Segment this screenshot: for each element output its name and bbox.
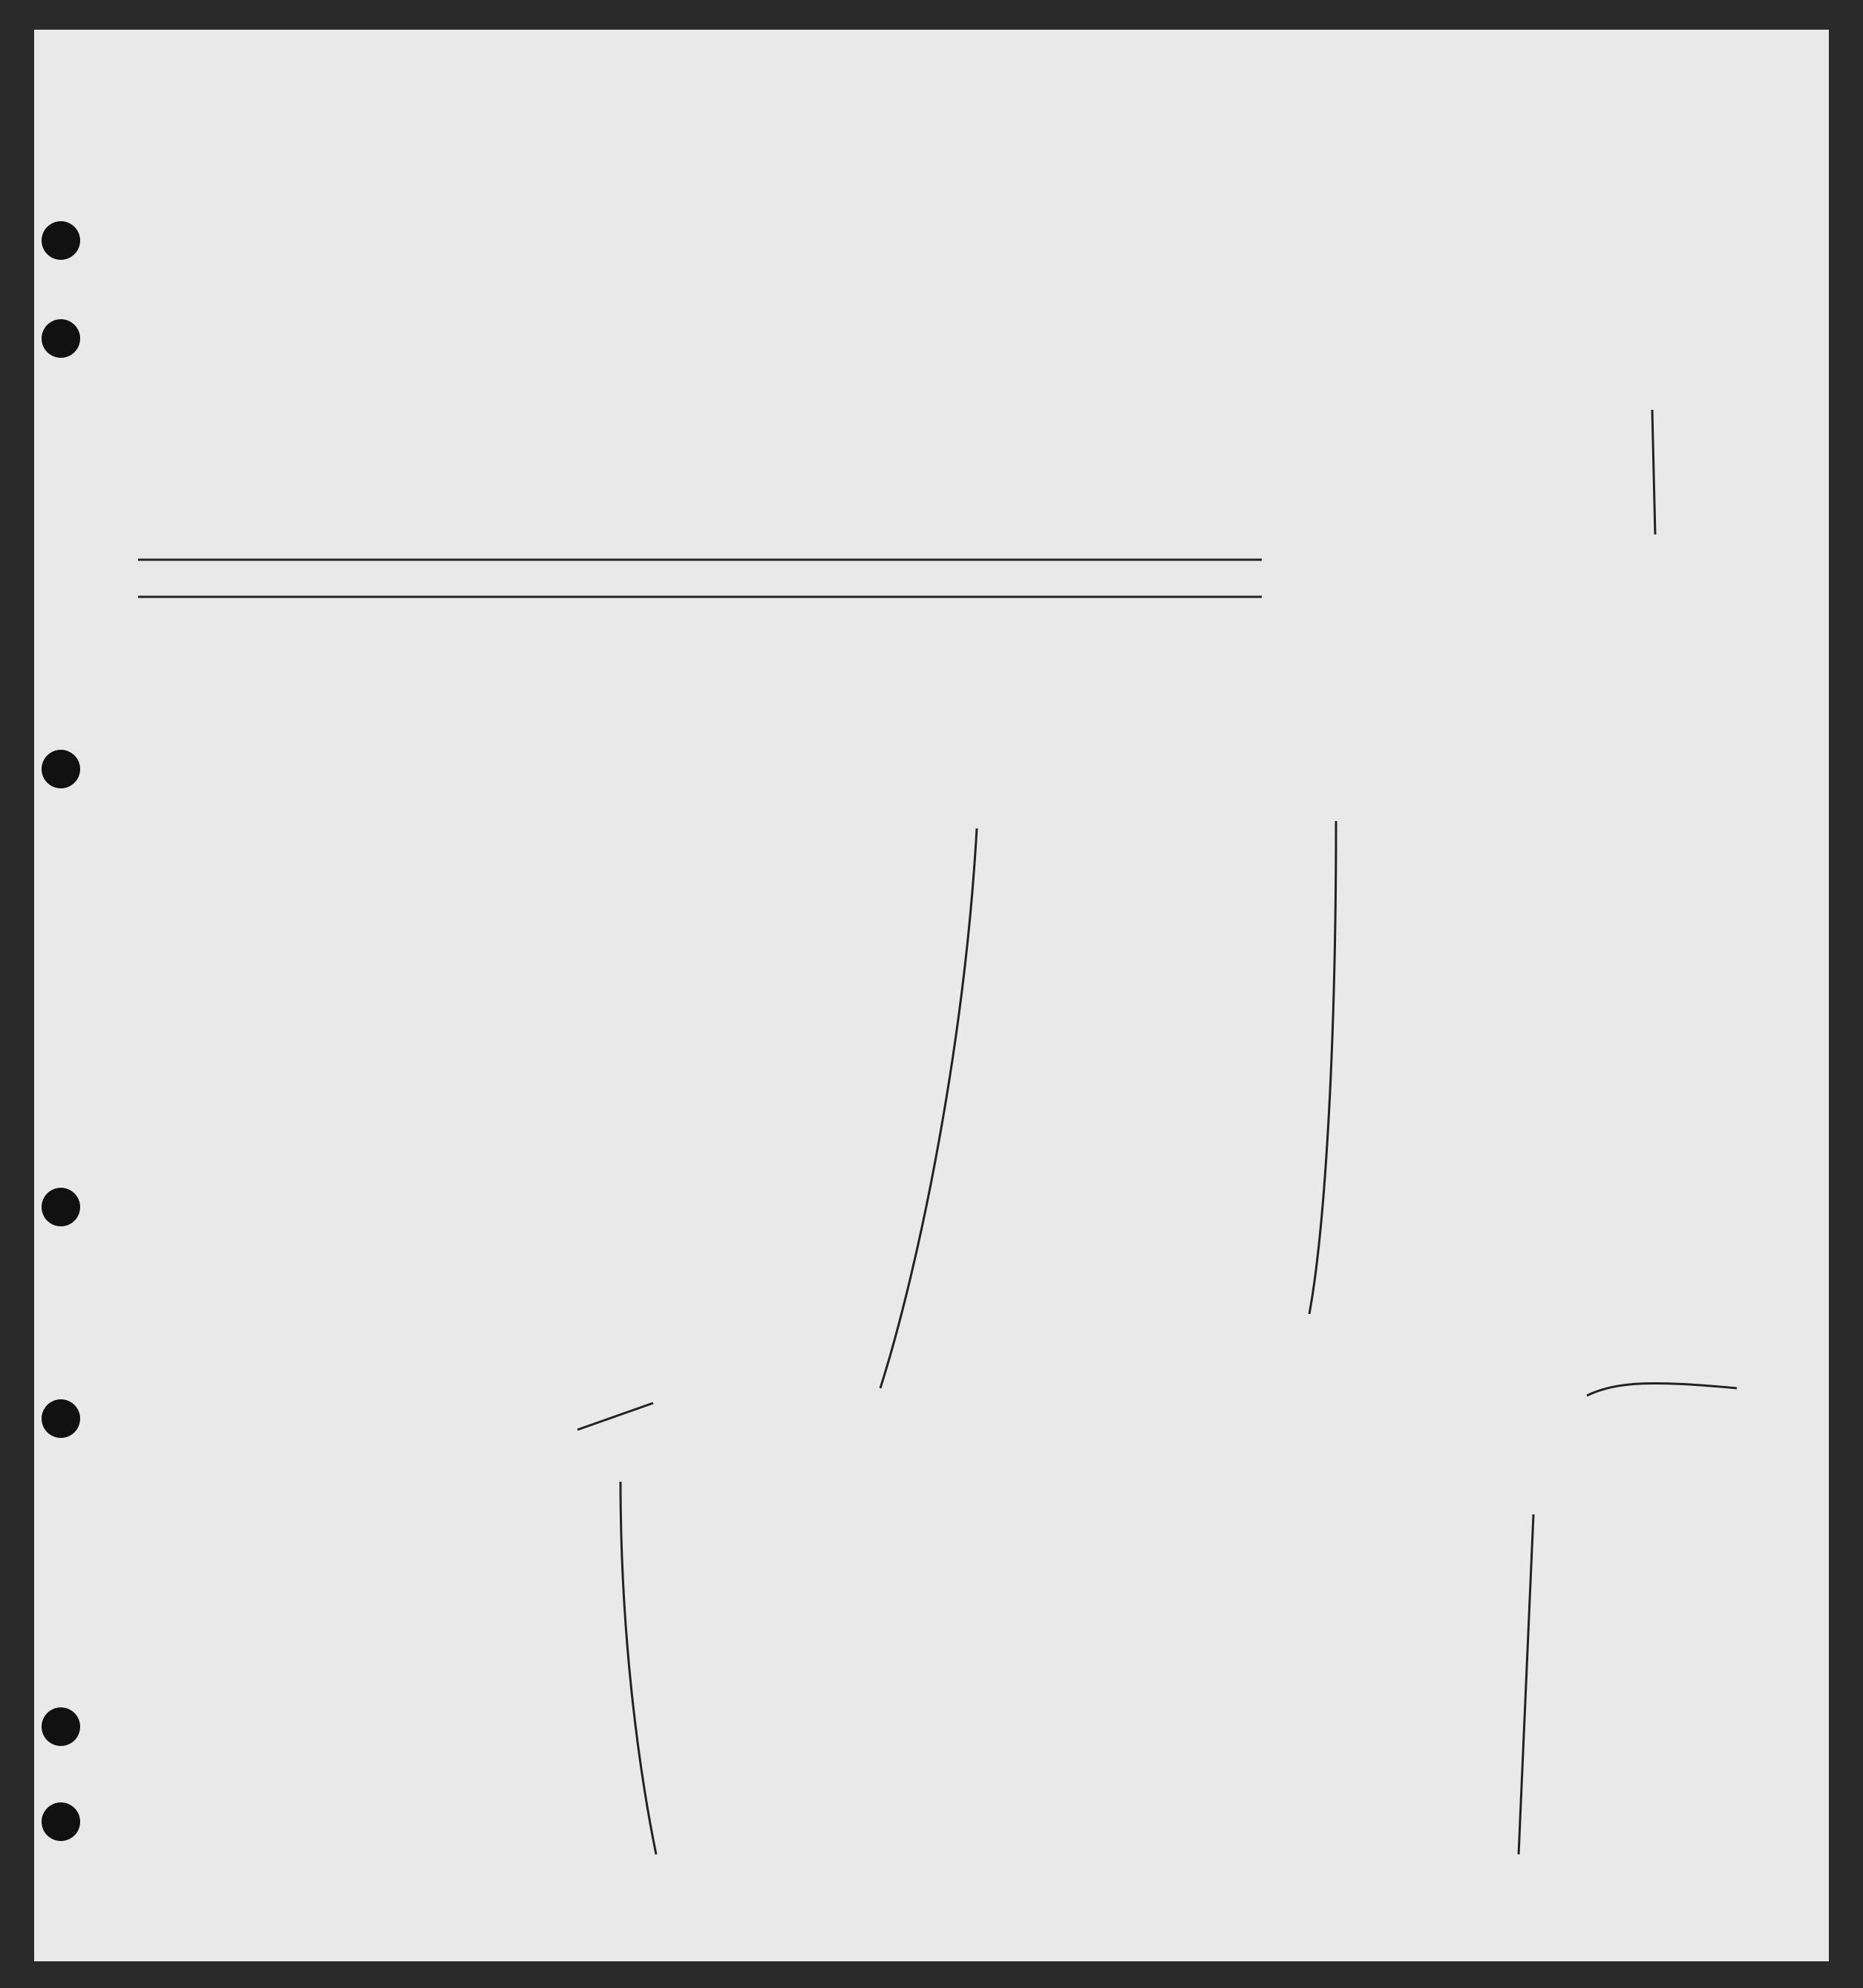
strike-service-29 bbox=[577, 1403, 653, 1430]
pen-line-left-2 bbox=[621, 1482, 656, 1854]
pen-line-right bbox=[1309, 821, 1336, 1314]
pen-line-right-2 bbox=[1519, 1514, 1533, 1854]
pen-strokes bbox=[138, 410, 1737, 1854]
strike-action-29 bbox=[1587, 1383, 1737, 1396]
action-bracket-line bbox=[1652, 410, 1655, 534]
pen-line-left bbox=[880, 828, 977, 1388]
